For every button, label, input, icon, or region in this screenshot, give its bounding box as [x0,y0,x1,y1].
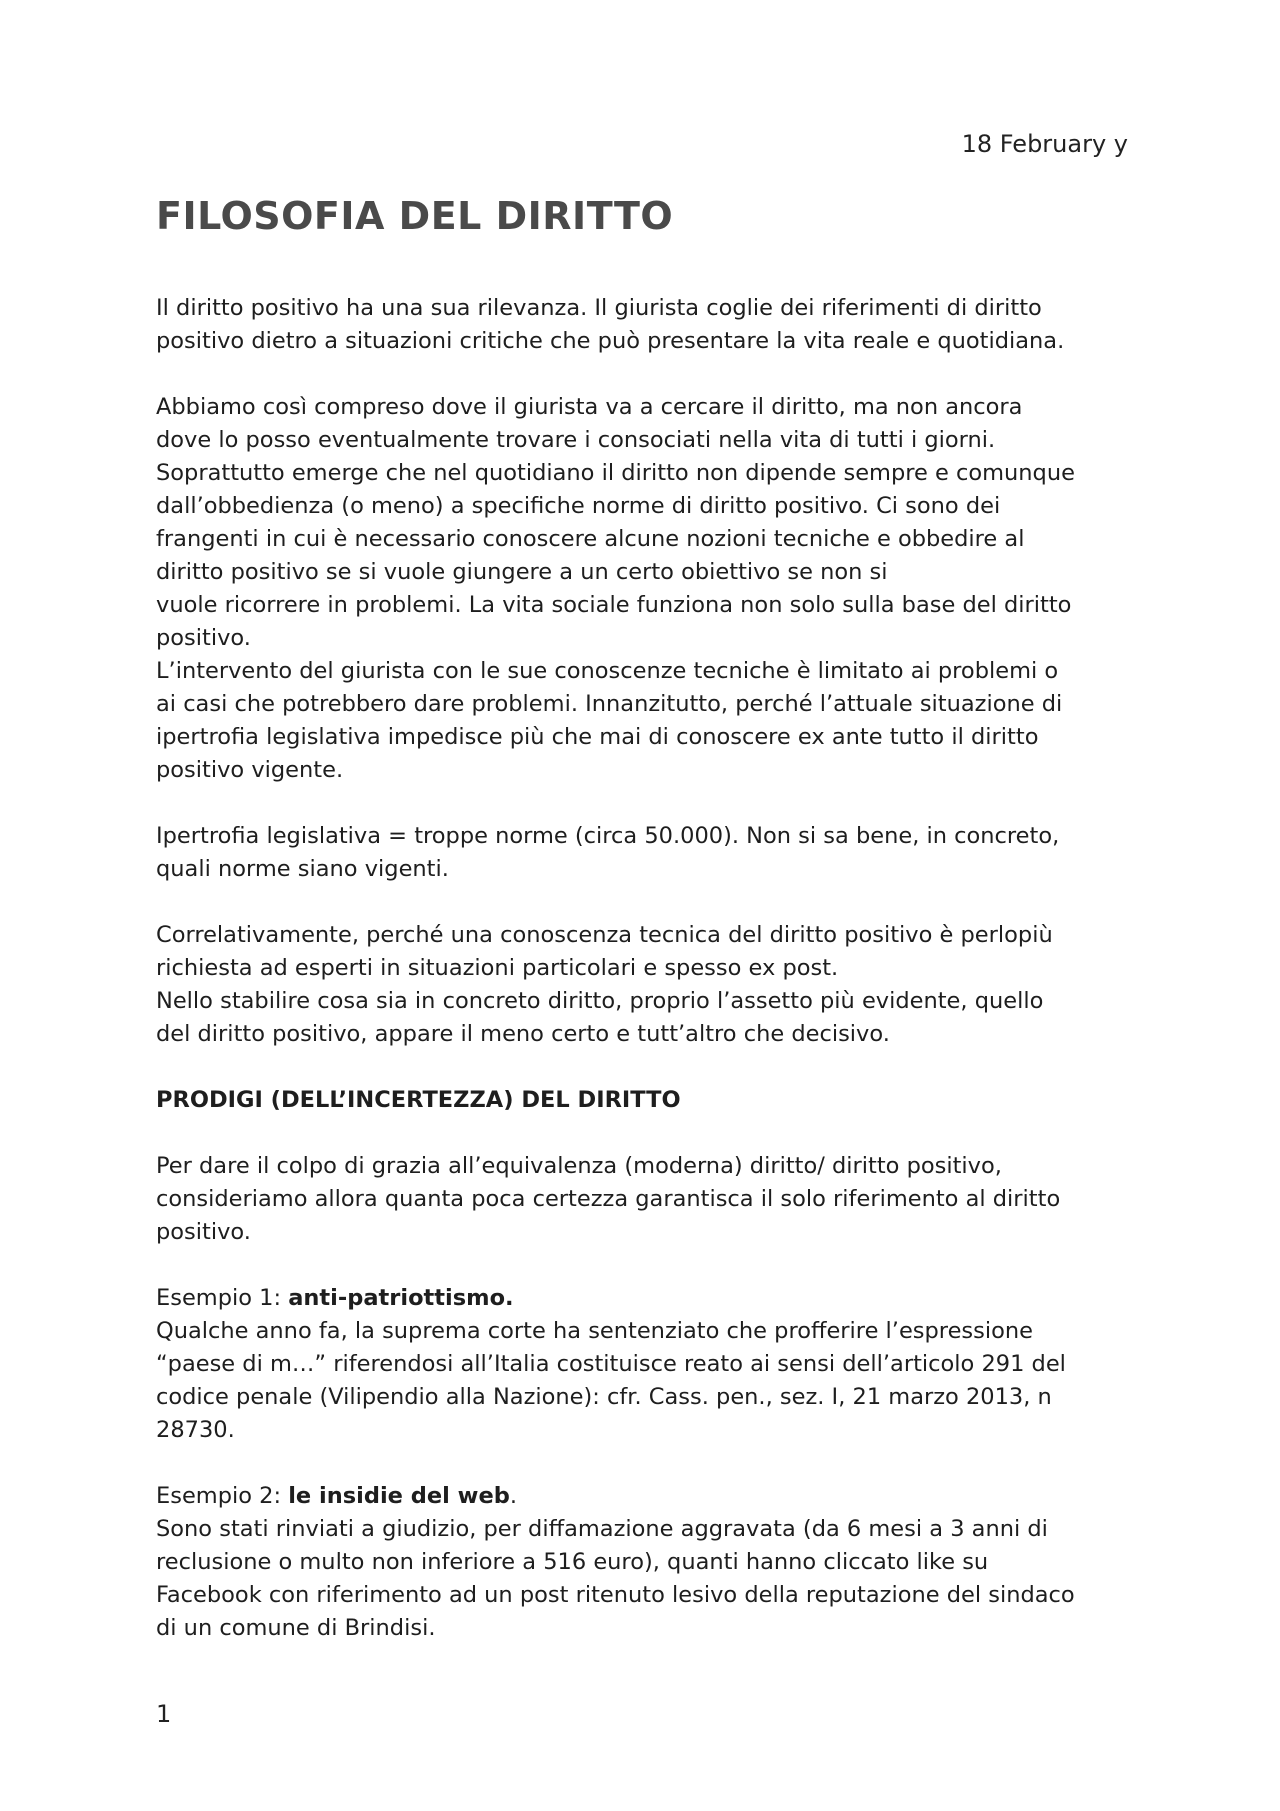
text-line: Ipertrofia legislativa = troppe norme (circa 50.000). Non si sa bene, in concreto, [156,823,1060,849]
text-line: consideriamo allora quanta poca certezza garantisca il solo riferimento al diritto [156,1186,1061,1212]
text-line: richiesta ad esperti in situazioni particolari e spesso ex post. [156,955,839,981]
text-line: reclusione o multo non inferiore a 516 euro), quanti hanno cliccato like su [156,1549,989,1575]
text-line: frangenti in cui è necessario conoscere alcune nozioni tecniche e obbedire al [156,526,1025,552]
text-line: Correlativamente, perché una conoscenza tecnica del diritto positivo è perlopiù [156,922,1053,948]
example-1-heading [156,1282,1136,1315]
text-line: dove lo posso eventualmente trovare i consociati nella vita di tutti i giorni. [156,427,996,453]
paragraph-ipertrofia [156,820,1136,886]
document-title: FILOSOFIA DEL DIRITTO [156,194,674,238]
section-heading: PRODIGI (DELL’INCERTEZZA) DEL DIRITTO [156,1087,681,1113]
text-line: diritto positivo se si vuole giungere a un certo obiettivo se non si [156,559,888,585]
text-line: “paese di m…” riferendosi all’Italia costituisce reato ai sensi dell’articolo 291 del [156,1351,1066,1377]
example-title-suffix: . [509,1483,517,1509]
text-line: Per dare il colpo di grazia all’equivalenza (moderna) diritto/ diritto positivo, [156,1153,1002,1179]
text-line: ipertrofia legislativa impedisce più che mai di conoscere ex ante tutto il diritto [156,724,1039,750]
text-line: codice penale (Vilipendio alla Nazione): cfr. Cass. pen., sez. I, 21 marzo 2013, n [156,1384,1052,1410]
text-line: di un comune di Brindisi. [156,1615,436,1641]
document-date: 18 February y [961,130,1128,158]
text-line: Nello stabilire cosa sia in concreto diritto, proprio l’assetto più evidente, quello [156,988,1044,1014]
example-title: le insidie del web [288,1483,510,1509]
example-2-heading [156,1480,1136,1513]
document-body [156,292,1136,1645]
page-number: 1 [156,1700,172,1728]
example-2 [156,1480,1136,1645]
example-1 [156,1282,1136,1447]
text-line: positivo. [156,625,251,651]
example-title: anti-patriottismo. [288,1285,514,1311]
text-line: quali norme siano vigenti. [156,856,449,882]
text-line: positivo. [156,1219,251,1245]
text-line: Facebook con riferimento ad un post ritenuto lesivo della reputazione del sindaco [156,1582,1075,1608]
paragraph-correlativamente [156,919,1136,1051]
example-label: Esempio 1: [156,1285,289,1311]
text-line: ai casi che potrebbero dare problemi. Innanzitutto, perché l’attuale situazione di [156,691,1063,717]
text-line: Qualche anno fa, la suprema corte ha sentenziato che profferire l’espressione [156,1318,1033,1344]
text-line: 28730. [156,1417,235,1443]
paragraph-colpo-di-grazia [156,1150,1136,1249]
text-line: positivo vigente. [156,757,344,783]
text-line: del diritto positivo, appare il meno certo e tutt’altro che decisivo. [156,1021,890,1047]
text-line: dall’obbedienza (o meno) a specifiche norme di diritto positivo. Ci sono dei [156,493,1001,519]
text-line: vuole ricorrere in problemi. La vita sociale funziona non solo sulla base del diritto [156,592,1072,618]
text-line: Il diritto positivo ha una sua rilevanza. Il giurista coglie dei riferimenti di diritto [156,295,1042,321]
text-line: positivo dietro a situazioni critiche che può presentare la vita reale e quotidiana. [156,328,1065,354]
text-line: Abbiamo così compreso dove il giurista va a cercare il diritto, ma non ancora [156,394,1023,420]
paragraph-giurista [156,391,1136,787]
example-label: Esempio 2: [156,1483,289,1509]
text-line: Soprattutto emerge che nel quotidiano il diritto non dipende sempre e comunque [156,460,1075,486]
paragraph-intro [156,292,1136,358]
text-line: L’intervento del giurista con le sue conoscenze tecniche è limitato ai problemi o [156,658,1059,684]
text-line: Sono stati rinviati a giudizio, per diffamazione aggravata (da 6 mesi a 3 anni di [156,1516,1048,1542]
